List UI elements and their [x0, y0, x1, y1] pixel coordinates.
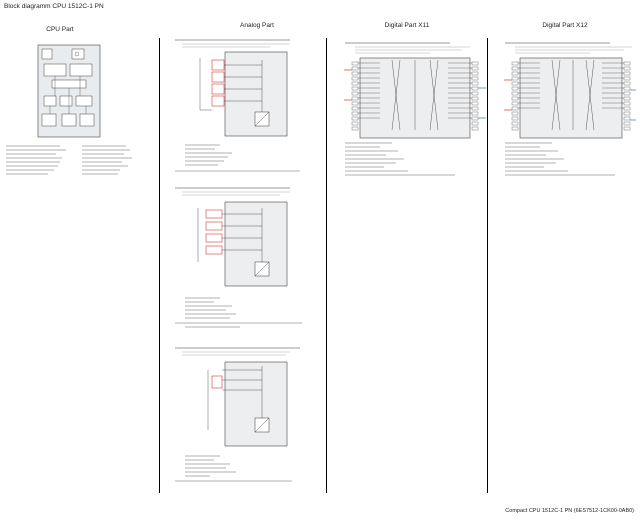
- document-footer: Compact CPU 1512C-1 PN (6ES7512-1CK00-0AB0): [505, 508, 634, 514]
- analog-current-legend: [175, 298, 302, 327]
- document-title: Block diagramm CPU 1512C-1 PN: [4, 3, 104, 10]
- cpu-legend: [6, 146, 132, 174]
- column-title-analog: Analog Part: [240, 22, 274, 29]
- analog-voltage-legend: [175, 145, 300, 171]
- x12-diagram: [505, 43, 632, 138]
- analog-voltage-diagram: [175, 40, 290, 136]
- column-title-x12: Digital Part X12: [542, 22, 588, 29]
- column-title-x11: Digital Part X11: [384, 22, 430, 29]
- x11-diagram: [345, 43, 470, 138]
- column-title-cpu: CPU Part: [46, 26, 74, 33]
- analog-rtd-diagram: [175, 348, 300, 446]
- cpu-block-diagram: [38, 45, 100, 137]
- analog-rtd-legend: [175, 456, 292, 481]
- x12-legend: [505, 143, 615, 175]
- x11-legend: [345, 143, 455, 175]
- analog-current-diagram: [175, 188, 290, 286]
